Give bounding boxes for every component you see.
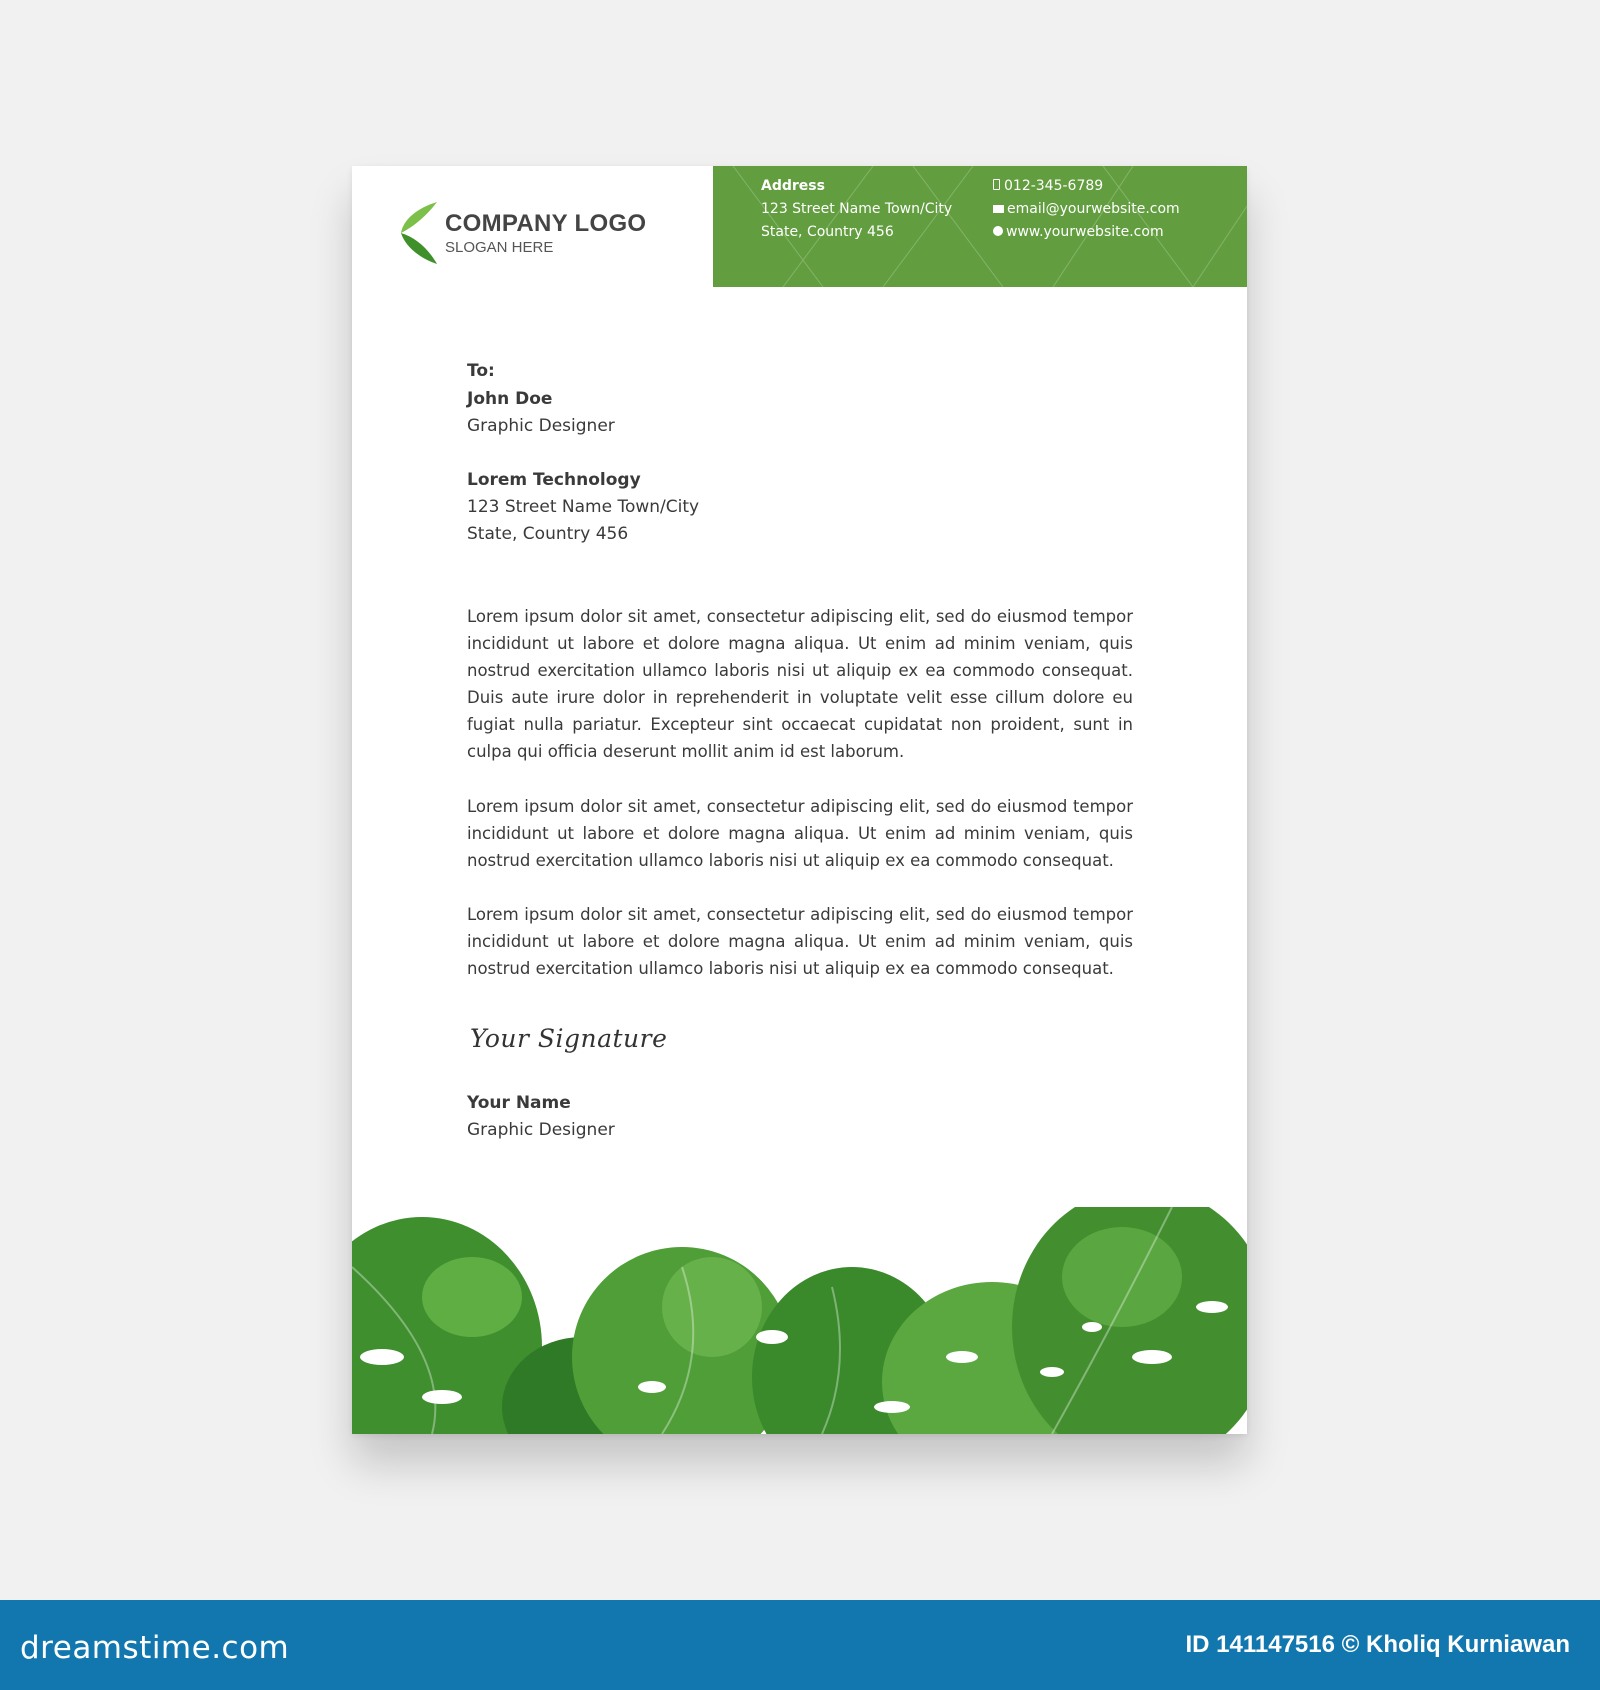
contact-header-band [713,166,1247,287]
recipient-name: John Doe [467,389,553,409]
body-paragraph: Lorem ipsum dolor sit amet, consectetur adipiscing elit, sed do eiusmod tempor incididunt ut labore et dolore magna aliqua. Ut enim ad minim veniam, quis nostrud exercitation ullamco laboris nisi ut aliquip ex ea commodo consequat. [467,797,1133,870]
logo-title: COMPANY LOGO [445,210,647,237]
sender-name: Your Name [467,1093,571,1113]
logo-slogan: SLOGAN HERE [445,239,554,256]
leaf-logo-icon [397,200,439,266]
sender-title: Graphic Designer [467,1120,615,1140]
email-address[interactable]: email@yourwebsite.com [1007,201,1180,217]
website-row [993,221,1164,244]
image-credit: ID 141147516 © Kholiq Kurniawan [1185,1631,1570,1658]
globe-icon [993,226,1003,236]
body-paragraph: Lorem ipsum dolor sit amet, consectetur adipiscing elit, sed do eiusmod tempor incididunt ut labore et dolore magna aliqua. Ut enim ad minim veniam, quis nostrud exercitation ullamco laboris nisi ut aliquip ex ea commodo consequat. [467,905,1133,978]
email-icon [993,205,1004,213]
email-row [993,198,1180,221]
website-url[interactable]: www.yourwebsite.com [1006,224,1164,240]
monstera-leaves-decoration [352,1207,1247,1434]
body-paragraph: Lorem ipsum dolor sit amet, consectetur adipiscing elit, sed do eiusmod tempor incididunt ut labore et dolore magna aliqua. Ut enim ad minim veniam, quis nostrud exercitation ullamco laboris nisi ut aliquip ex ea commodo consequat. Duis aute irure dolor in reprehenderit in voluptate velit esse cillum dolore eu fugiat nulla pariatur. Excepteur sint occaecat cupidatat non proident, sunt in culpa qui officia deserunt mollit anim id est laborum. [467,607,1133,761]
address-label: Address [761,178,825,194]
address-line2: State, Country 456 [761,224,894,240]
recipient-company: Lorem Technology [467,470,641,490]
signature: Your Signature [470,1024,668,1053]
to-label: To: [467,361,495,381]
letterhead-page [352,166,1247,1434]
stock-footer-bar [0,1600,1600,1690]
recipient-address-line2: State, Country 456 [467,524,629,544]
address-line1: 123 Street Name Town/City [761,201,953,217]
recipient-address-line1: 123 Street Name Town/City [467,497,700,517]
phone-row [993,175,1103,198]
phone-number: 012-345-6789 [1004,178,1104,194]
stock-brand-logo: dreamstime.com [20,1630,290,1666]
recipient-title: Graphic Designer [467,416,615,436]
phone-icon [993,179,1000,190]
